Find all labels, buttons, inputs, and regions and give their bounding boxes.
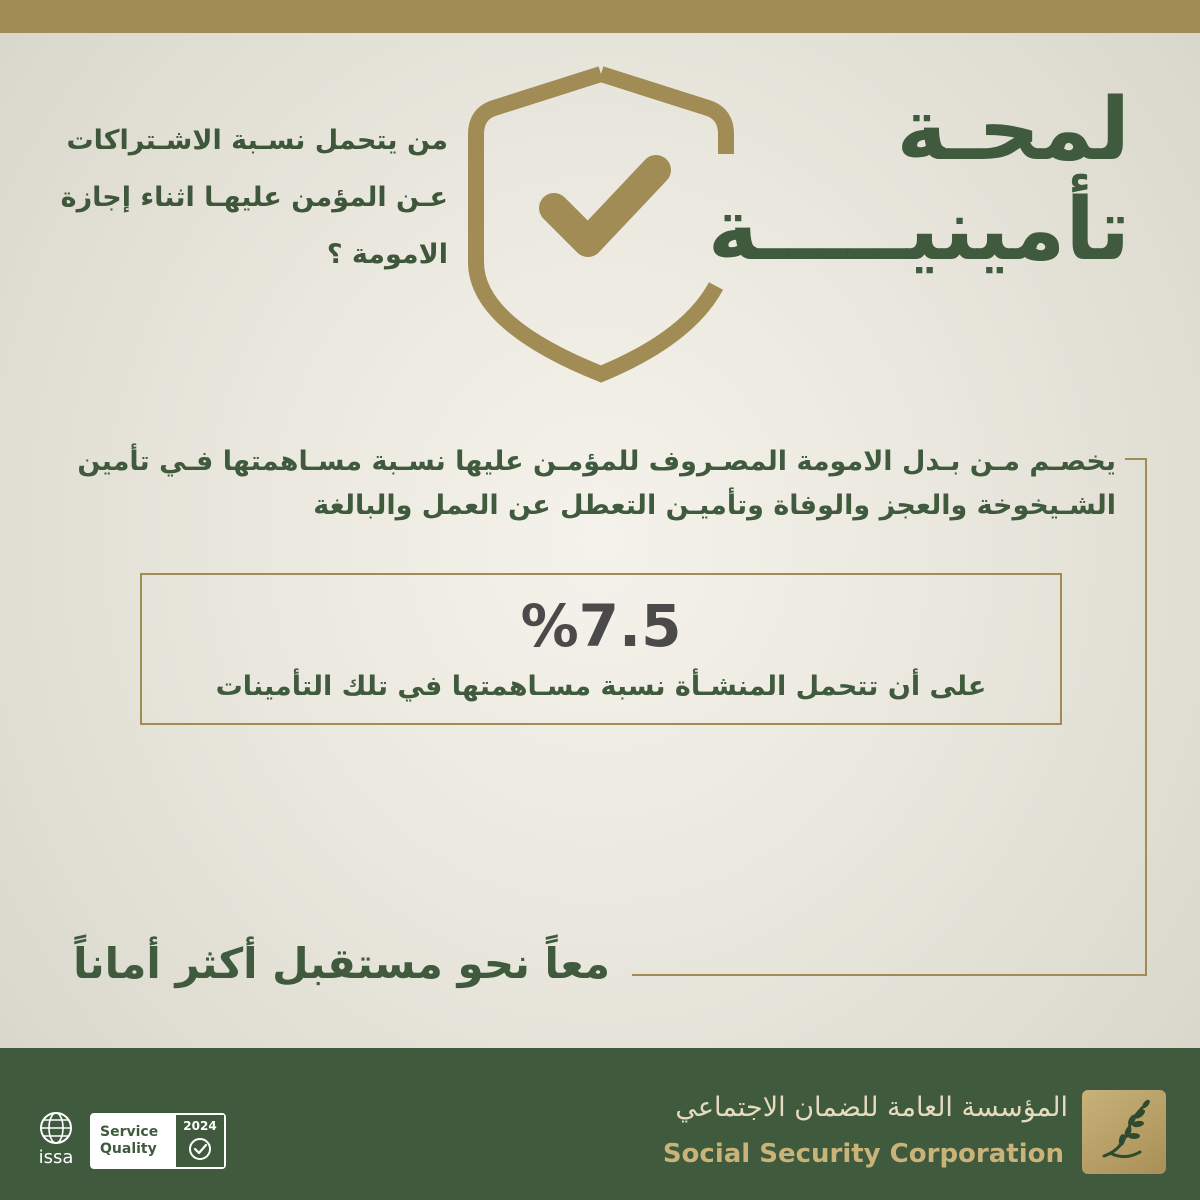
question-line: الامومة ؟ (326, 239, 448, 270)
olive-branch-icon (1082, 1090, 1166, 1174)
question-line: عـن المؤمن عليهـا اثناء إجازة (60, 182, 448, 213)
answer-text (30, 440, 1116, 528)
org-name-arabic: المؤسسة العامة للضمان الاجتماعي (675, 1092, 1068, 1123)
percentage-value: %7.5 (520, 592, 682, 660)
org-name-english: Social Security Corporation (662, 1139, 1064, 1169)
globe-icon (38, 1110, 74, 1146)
org-logo (1082, 1090, 1166, 1174)
question-text (20, 112, 448, 283)
highlight-caption: على أن تتحمل المنشـأة نسبة مسـاهمتها في تلك التأمينات (215, 671, 987, 702)
badge-line: Service (100, 1124, 159, 1140)
service-quality-badge (90, 1113, 226, 1169)
top-accent-bar (0, 0, 1200, 33)
badge-year: 2024 (183, 1119, 217, 1133)
title-line-2: تأمينيـــــة (707, 180, 1130, 280)
connector-line (1145, 458, 1147, 976)
answer-line: يخصـم مـن بـدل الامومة المصـروف للمؤمـن عليها نسـبة مسـاهمتها فـي تأمين (77, 446, 1116, 477)
connector-line (1125, 458, 1147, 460)
title-line-1: لمحـة (896, 80, 1130, 180)
question-line: من يتحمل نسـبة الاشـتراكات (66, 125, 448, 156)
issa-logo (28, 1110, 84, 1180)
highlight-box (140, 573, 1062, 725)
slogan: معاً نحو مستقبل أكثر أماناً (73, 939, 610, 988)
badge-line: Quality (100, 1141, 157, 1157)
issa-label: issa (38, 1147, 74, 1168)
answer-line: الشـيخوخة والعجز والوفاة وتأميـن التعطل عن العمل والبالغة (313, 490, 1116, 521)
connector-line (632, 974, 1147, 976)
badge-year-panel (176, 1115, 224, 1167)
page-title (670, 80, 1130, 280)
badge-text (92, 1115, 176, 1167)
check-circle-icon (187, 1136, 213, 1162)
